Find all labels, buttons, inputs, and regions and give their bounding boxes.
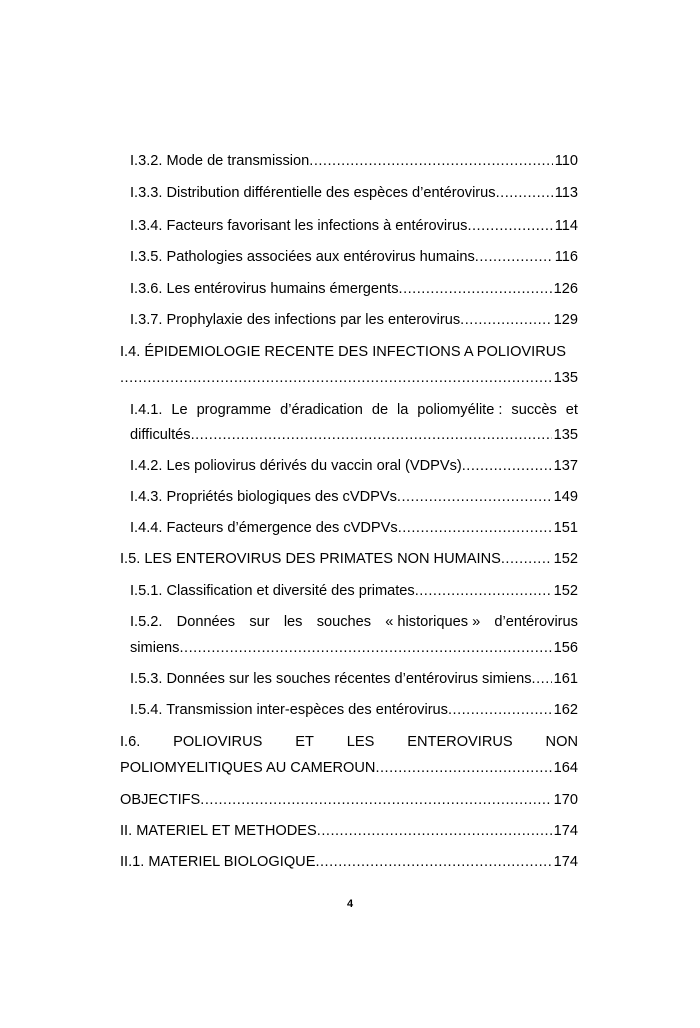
dot-leader	[315, 851, 551, 873]
toc-entry-page: 126	[553, 281, 578, 297]
toc-entry-word: LES	[346, 734, 375, 750]
toc-entry-word: NON	[545, 734, 578, 750]
toc-entry-title: I.3.6. Les entérovirus humains émergents	[130, 281, 399, 297]
dot-leader	[375, 757, 551, 779]
dot-leader	[120, 367, 552, 389]
toc-entry-title: I.5. LES ENTEROVIRUS DES PRIMATES NON HUMAINS	[120, 551, 501, 567]
toc-entry-i-3-5[interactable]	[130, 246, 578, 268]
dot-leader	[317, 820, 552, 842]
toc-entry-i-3-3[interactable]	[130, 182, 578, 204]
toc-entry-title: difficultés	[130, 427, 191, 443]
toc-entry-title: II. MATERIEL ET METHODES	[120, 823, 317, 839]
toc-entry-page: 113	[554, 185, 578, 201]
toc-entry-title: I.3.3. Distribution différentielle des espèces d’entérovirus	[130, 185, 496, 201]
toc-entry-title: I.3.4. Facteurs favorisant les infections à entérovirus	[130, 218, 468, 234]
toc-entry-word: la	[397, 402, 409, 418]
toc-entry-i-3-7[interactable]	[130, 309, 578, 331]
toc-entry-word: Le	[171, 402, 188, 418]
toc-entry-i-4[interactable]	[120, 341, 578, 363]
dot-leader	[200, 789, 551, 811]
toc-entry-i-5[interactable]	[120, 548, 578, 570]
toc-entry-page: 149	[553, 489, 578, 505]
toc-entry-i-4-4[interactable]	[130, 517, 578, 539]
toc-entry-title: I.3.7. Prophylaxie des infections par les enterovirus	[130, 312, 461, 328]
toc-entry-word: les	[283, 614, 303, 630]
dot-leader	[309, 150, 552, 172]
toc-entry-i-4-1[interactable]	[130, 399, 578, 421]
dot-leader	[179, 637, 551, 659]
toc-entry-i-3-6[interactable]	[130, 278, 578, 300]
toc-entry-word: I.4.1.	[130, 402, 163, 418]
toc-entry-page: 170	[553, 792, 578, 808]
toc-entry-i-6-cont[interactable]	[120, 757, 578, 779]
toc-entry-i-5-2-cont[interactable]	[130, 637, 578, 659]
toc-entry-word: programme	[196, 402, 272, 418]
toc-entry-title: I.5.3. Données sur les souches récentes d’entérovirus simiens	[130, 671, 532, 687]
toc-entry-i-6[interactable]	[120, 731, 578, 753]
toc-entry-page: 129	[553, 312, 578, 328]
toc-entry-i-5-2[interactable]	[130, 611, 578, 633]
dot-leader	[460, 309, 551, 331]
dot-leader	[467, 215, 552, 237]
toc-entry-title: I.4. ÉPIDEMIOLOGIE RECENTE DES INFECTIONS A POLIOVIRUS	[120, 344, 567, 360]
toc-entry-title: POLIOMYELITIQUES AU CAMEROUN	[120, 760, 376, 776]
toc-entry-title: OBJECTIFS	[120, 792, 201, 808]
toc-entry-page: 110	[554, 153, 578, 169]
toc-entry-word: souches	[316, 614, 372, 630]
toc-entry-word: sur	[249, 614, 270, 630]
toc-entry-word: de	[371, 402, 389, 418]
toc-entry-word: d’entérovirus	[494, 614, 578, 630]
dot-leader	[397, 486, 552, 508]
toc-entry-page: 116	[554, 249, 578, 265]
dot-leader	[398, 517, 552, 539]
dot-leader	[496, 182, 553, 204]
dot-leader	[462, 455, 552, 477]
toc-entry-page: 174	[553, 854, 578, 870]
toc-entry-title: I.4.2. Les poliovirus dérivés du vaccin oral (VDPVs)	[130, 458, 462, 474]
dot-leader	[501, 548, 552, 570]
toc-entry-i-4-2[interactable]	[130, 455, 578, 477]
dot-leader	[191, 424, 552, 446]
toc-entry-title: simiens	[130, 640, 180, 656]
toc-entry-i-5-3[interactable]	[130, 668, 578, 690]
toc-entry-i-3-4[interactable]	[130, 215, 578, 237]
toc-entry-page: 152	[553, 551, 578, 567]
toc-entry-title: I.4.3. Propriétés biologiques des cVDPVs	[130, 489, 397, 505]
toc-entry-word: ET	[295, 734, 314, 750]
toc-entry-ii[interactable]	[120, 820, 578, 842]
dot-leader	[415, 580, 552, 602]
toc-entry-i-4-3[interactable]	[130, 486, 578, 508]
toc-entry-word: et	[565, 402, 578, 418]
toc-entry-page: 164	[553, 760, 578, 776]
toc-entry-page: 137	[553, 458, 578, 474]
toc-entry-word: I.5.2.	[130, 614, 163, 630]
toc-entry-word: ENTEROVIRUS	[407, 734, 513, 750]
toc-entry-word: succès	[511, 402, 557, 418]
toc-entry-title: I.4.4. Facteurs d’émergence des cVDPVs	[130, 520, 398, 536]
toc-entry-i-3-2[interactable]	[130, 150, 578, 172]
toc-entry-word: I.6.	[120, 734, 141, 750]
toc-entry-page: 156	[553, 640, 578, 656]
toc-entry-i-5-1[interactable]	[130, 580, 578, 602]
toc-entry-page: 174	[553, 823, 578, 839]
dot-leader	[475, 246, 553, 268]
toc-entry-page: 151	[553, 520, 578, 536]
toc-entry-title: I.3.2. Mode de transmission	[130, 153, 310, 169]
toc-entry-page: 135	[553, 427, 578, 443]
toc-entry-objectifs[interactable]	[120, 789, 578, 811]
toc-entry-title: I.5.4. Transmission inter-espèces des entérovirus	[130, 702, 448, 718]
dot-leader	[448, 699, 552, 721]
toc-entry-i-5-4[interactable]	[130, 699, 578, 721]
toc-entry-word: Données	[176, 614, 236, 630]
dot-leader	[532, 668, 552, 690]
toc-entry-ii-1[interactable]	[120, 851, 578, 873]
toc-entry-title: I.5.1. Classification et diversité des primates	[130, 583, 415, 599]
toc-entry-word: d’éradication	[280, 402, 363, 418]
toc-entry-page: 114	[554, 218, 578, 234]
page-number: 4	[346, 898, 354, 910]
toc-entry-page: 161	[553, 671, 578, 687]
toc-entry-word: « historiques »	[385, 614, 481, 630]
toc-entry-page: 135	[553, 370, 578, 386]
toc-entry-word: POLIOVIRUS	[173, 734, 263, 750]
dot-leader	[399, 278, 552, 300]
toc-entry-title: I.3.5. Pathologies associées aux entérovirus humains	[130, 249, 475, 265]
toc-entry-word: poliomyélite :	[417, 402, 503, 418]
toc-entry-i-4-1-cont[interactable]	[130, 424, 578, 446]
toc-entry-page: 162	[553, 702, 578, 718]
toc-entry-page: 152	[553, 583, 578, 599]
toc-entry-title: II.1. MATERIEL BIOLOGIQUE	[120, 854, 316, 870]
toc-entry-i-4-leader[interactable]	[120, 367, 578, 389]
